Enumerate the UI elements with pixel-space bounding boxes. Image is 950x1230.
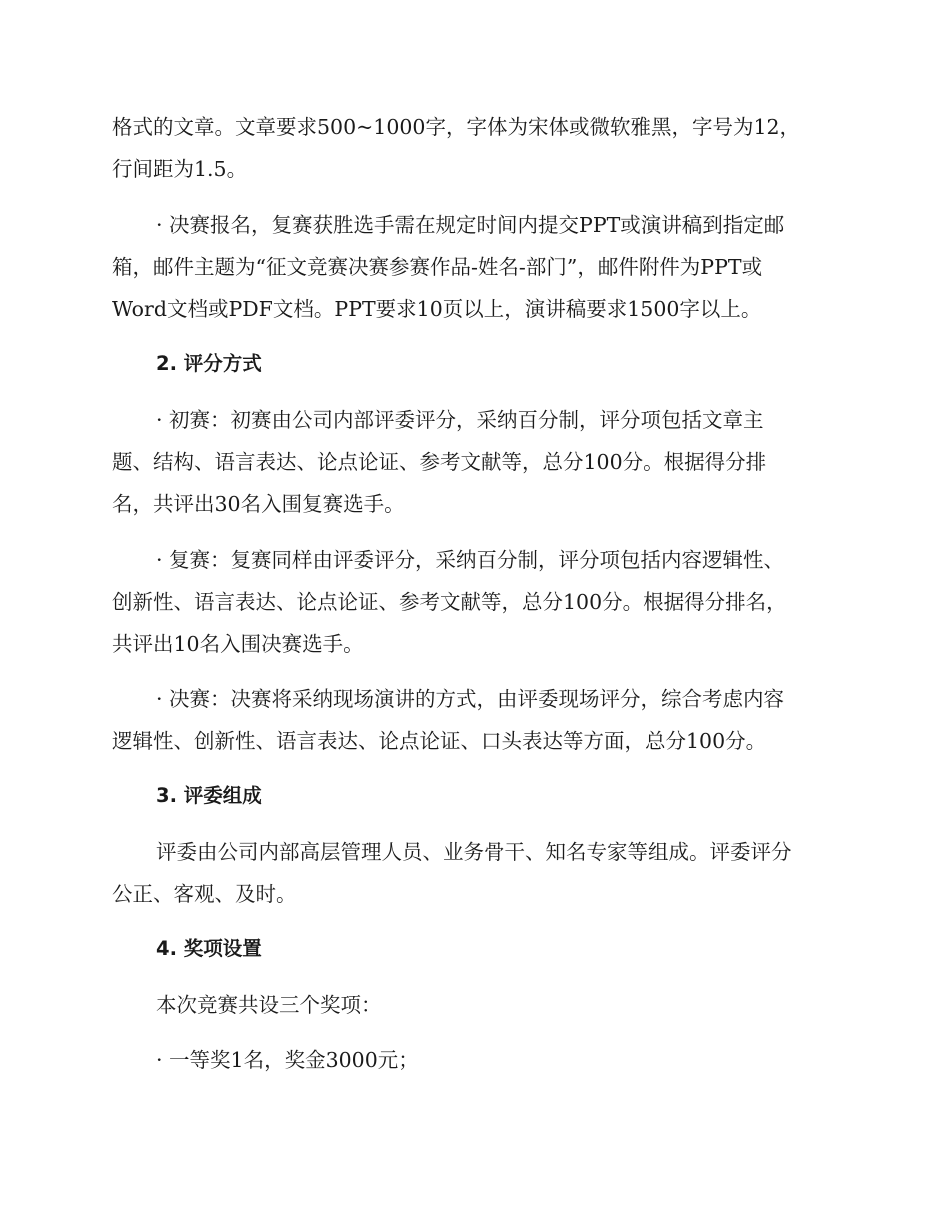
awards-intro: 本次竞赛共设三个奖项： [156, 993, 382, 1017]
judges-line-1: 评委由公司内部高层管理人员、业务骨干、知名专家等组成。评委评分 [156, 840, 792, 864]
format-requirement-line-1: 格式的文章。文章要求500~1000字，字体为宋体或微软雅黑，字号为12， [112, 115, 801, 139]
section-heading-scoring: 2. 评分方式 [156, 352, 262, 375]
scoring-semifinal-line-3: 共评出10名入围决赛选手。 [112, 632, 364, 656]
scoring-semifinal-line-1: · 复赛：复赛同样由评委评分，采纳百分制，评分项包括内容逻辑性、 [156, 548, 785, 572]
scoring-final-line-2: 逻辑性、创新性、语言表达、论点论证、口头表达等方面，总分100分。 [112, 729, 767, 753]
scoring-preliminary-line-2: 题、结构、语言表达、论点论证、参考文献等，总分100分。根据得分排 [112, 450, 767, 474]
final-registration-line-1: · 决赛报名，复赛获胜选手需在规定时间内提交PPT或演讲稿到指定邮 [156, 213, 785, 237]
final-registration-line-2: 箱，邮件主题为“征文竞赛决赛参赛作品-姓名-部门”，邮件附件为PPT或 [112, 255, 763, 279]
section-heading-judges: 3. 评委组成 [156, 784, 262, 807]
format-requirement-line-2: 行间距为1.5。 [112, 157, 248, 181]
section-heading-awards: 4. 奖项设置 [156, 937, 262, 960]
judges-line-2: 公正、客观、及时。 [112, 882, 297, 906]
scoring-semifinal-line-2: 创新性、语言表达、论点论证、参考文献等，总分100分。根据得分排名， [112, 590, 787, 614]
scoring-final-line-1: · 决赛：决赛将采纳现场演讲的方式，由评委现场评分，综合考虑内容 [156, 687, 785, 711]
scoring-preliminary-line-3: 名，共评出30名入围复赛选手。 [112, 492, 405, 516]
final-registration-line-3: Word文档或PDF文档。PPT要求10页以上，演讲稿要求1500字以上。 [112, 297, 762, 321]
awards-first-prize: · 一等奖1名，奖金3000元； [156, 1048, 419, 1072]
scoring-preliminary-line-1: · 初赛：初赛由公司内部评委评分，采纳百分制，评分项包括文章主 [156, 408, 764, 432]
